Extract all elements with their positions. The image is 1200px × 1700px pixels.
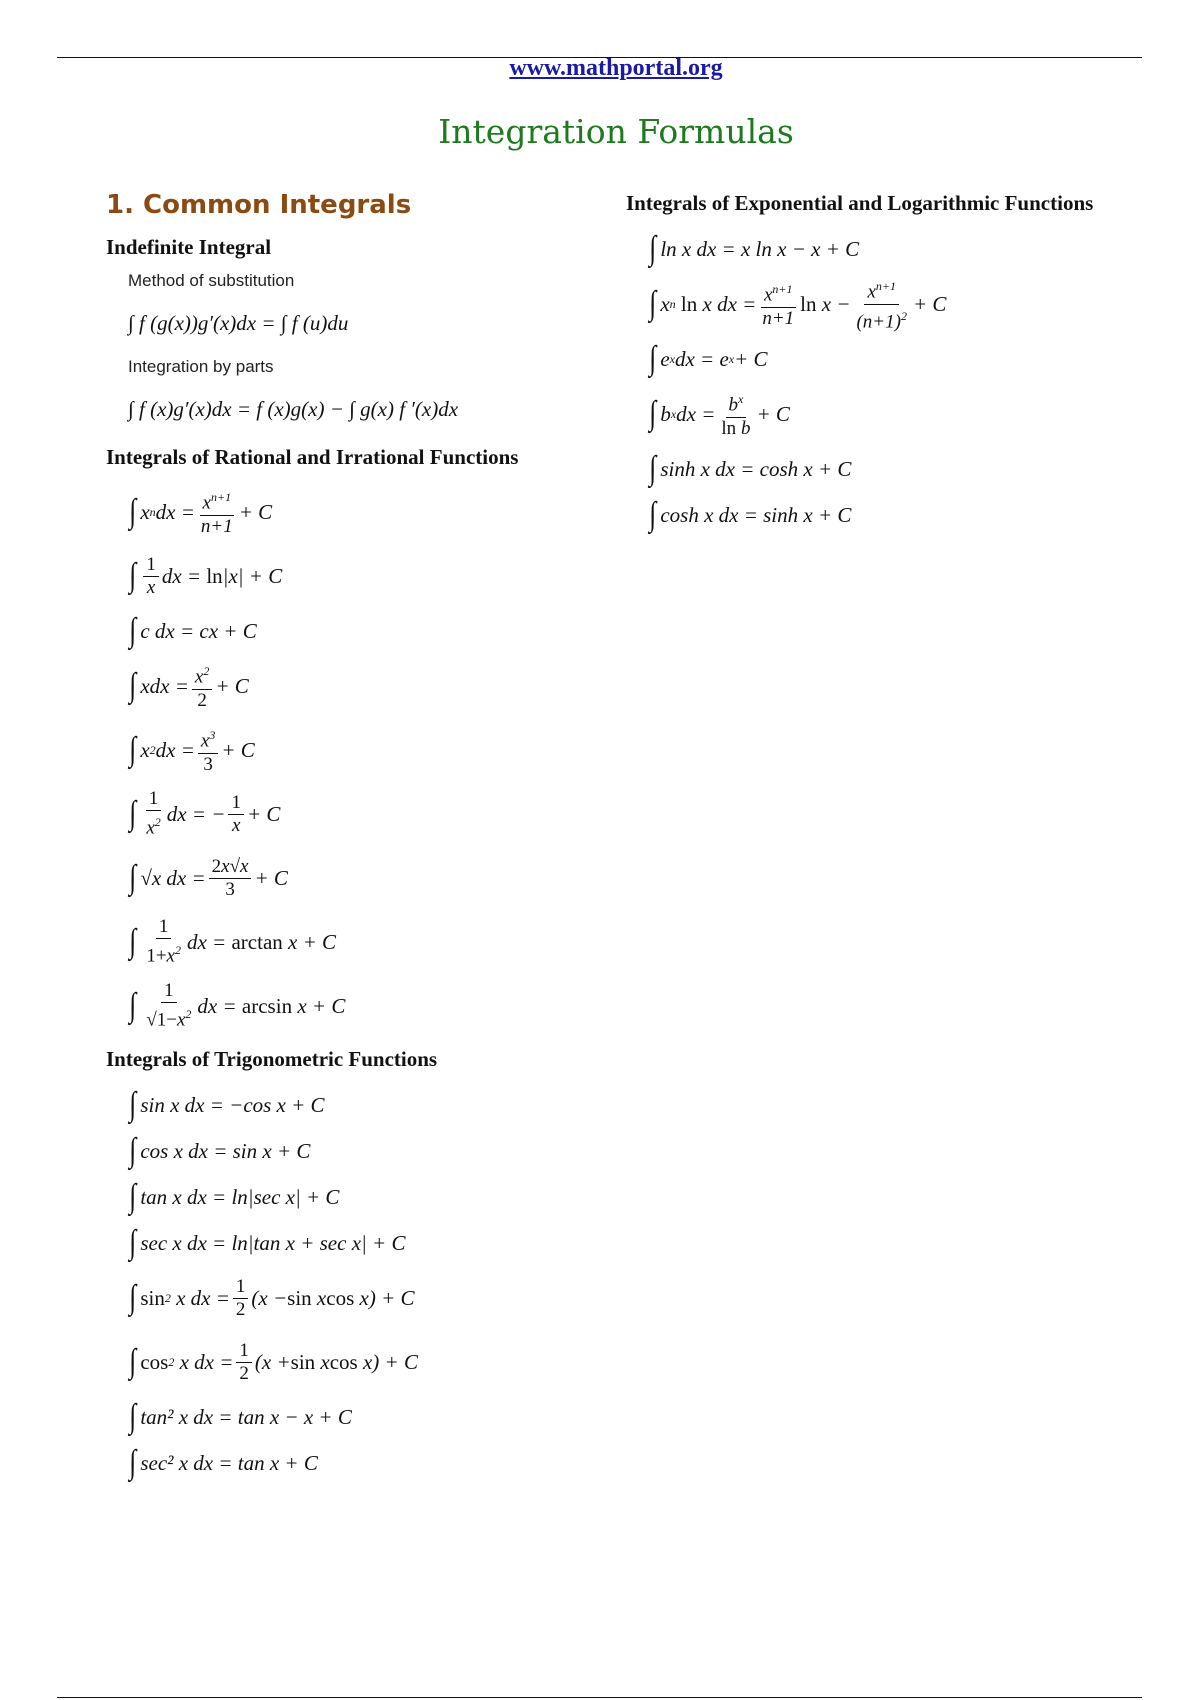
parts-formula: ∫ f (x)g′(x)dx = f (x)g(x) − ∫ g(x) f ′(x)dx: [128, 396, 459, 421]
substitution-formula: ∫ f (g(x))g′(x)dx = ∫ f (u)du: [128, 310, 349, 335]
formula-sec-squared: ∫ sec² x dx = tan x + C: [129, 1444, 318, 1481]
bottom-rule: [57, 1697, 1142, 1698]
indefinite-integral-heading: Indefinite Integral: [106, 235, 272, 259]
formula-xn-ln: ∫ x n ln x dx = $\frac{x^{n+1}}{n+1}$ ln x − $\frac{x^{n+1}}{(n+1)^2}$ + C: [626, 272, 1166, 336]
section-title: 1. Common Integrals: [106, 190, 412, 220]
formula-sqrt: ∫ √ x dx = $\frac{2x√x}{3}$ + C: [129, 855, 288, 900]
page-title: Integration Formulas: [438, 112, 794, 151]
formula-sin: ∫ sin x dx = −cos x + C: [129, 1086, 325, 1123]
site-link[interactable]: www.mathportal.org: [509, 55, 723, 81]
formula-cosh: ∫ cosh x dx = sinh x + C: [649, 496, 852, 533]
formula-sinh: ∫ sinh x dx = cosh x + C: [649, 450, 852, 487]
formula-inverse-square: ∫ $\frac{1}{x^2}$ dx = − $\frac{1}{x}$ + C: [129, 788, 281, 839]
formula-power: ∫ x n dx = $\frac{x^{n+1}}{n+1}$ + C: [106, 480, 606, 544]
formula-tan: ∫ tan x dx = ln|sec x| + C: [129, 1178, 340, 1215]
formula-bx: ∫ b x dx = $\frac{b^x}{\text{ln b}}$ + C: [626, 382, 1166, 446]
parts-label: Integration by parts: [128, 357, 274, 376]
formula-cos: ∫ cos x dx = sin x + C: [129, 1132, 311, 1169]
rational-heading: Integrals of Rational and Irrational Functions: [106, 445, 519, 469]
trig-heading: Integrals of Trigonometric Functions: [106, 1047, 438, 1071]
formula-reciprocal: ∫ $\frac{1}{x}$ dx = ln |x| + C: [129, 553, 283, 598]
substitution-label: Method of substitution: [128, 271, 295, 290]
formula-sec: ∫ sec x dx = ln|tan x + sec x| + C: [129, 1224, 406, 1261]
right-column: [626, 190, 1166, 538]
formula-arctan: ∫ $\frac{1}{1+x^2}$ dx = arctan x + C: [129, 916, 337, 967]
formula-x-squared: ∫ x 2 dx = $\frac{x^3}{3}$ + C: [106, 718, 606, 782]
formula-exp: ∫ e x dx = e x + C: [649, 340, 768, 377]
formula-ln: ∫ ln x dx = x ln x − x + C: [649, 230, 860, 267]
exp-log-heading: Integrals of Exponential and Logarithmic Functions: [626, 191, 1094, 215]
formula-x: ∫ xdx = $\frac{x^2}{2}$ + C: [106, 654, 606, 718]
formula-sin-squared: ∫ sin 2 x dx = $\frac{1}{2}$ (x − sin x cos x) + C: [129, 1275, 415, 1320]
formula-cos-squared: ∫ cos 2 x dx = $\frac{1}{2}$ (x + sin x cos x) + C: [129, 1339, 418, 1384]
left-column: [106, 190, 606, 1486]
formula-arcsin: ∫ $\frac{1}{√1-x^2}$ dx = arcsin x + C: [129, 980, 346, 1031]
formula-constant: ∫ c dx = cx + C: [129, 612, 257, 649]
formula-tan-squared: ∫ tan² x dx = tan x − x + C: [129, 1398, 352, 1435]
